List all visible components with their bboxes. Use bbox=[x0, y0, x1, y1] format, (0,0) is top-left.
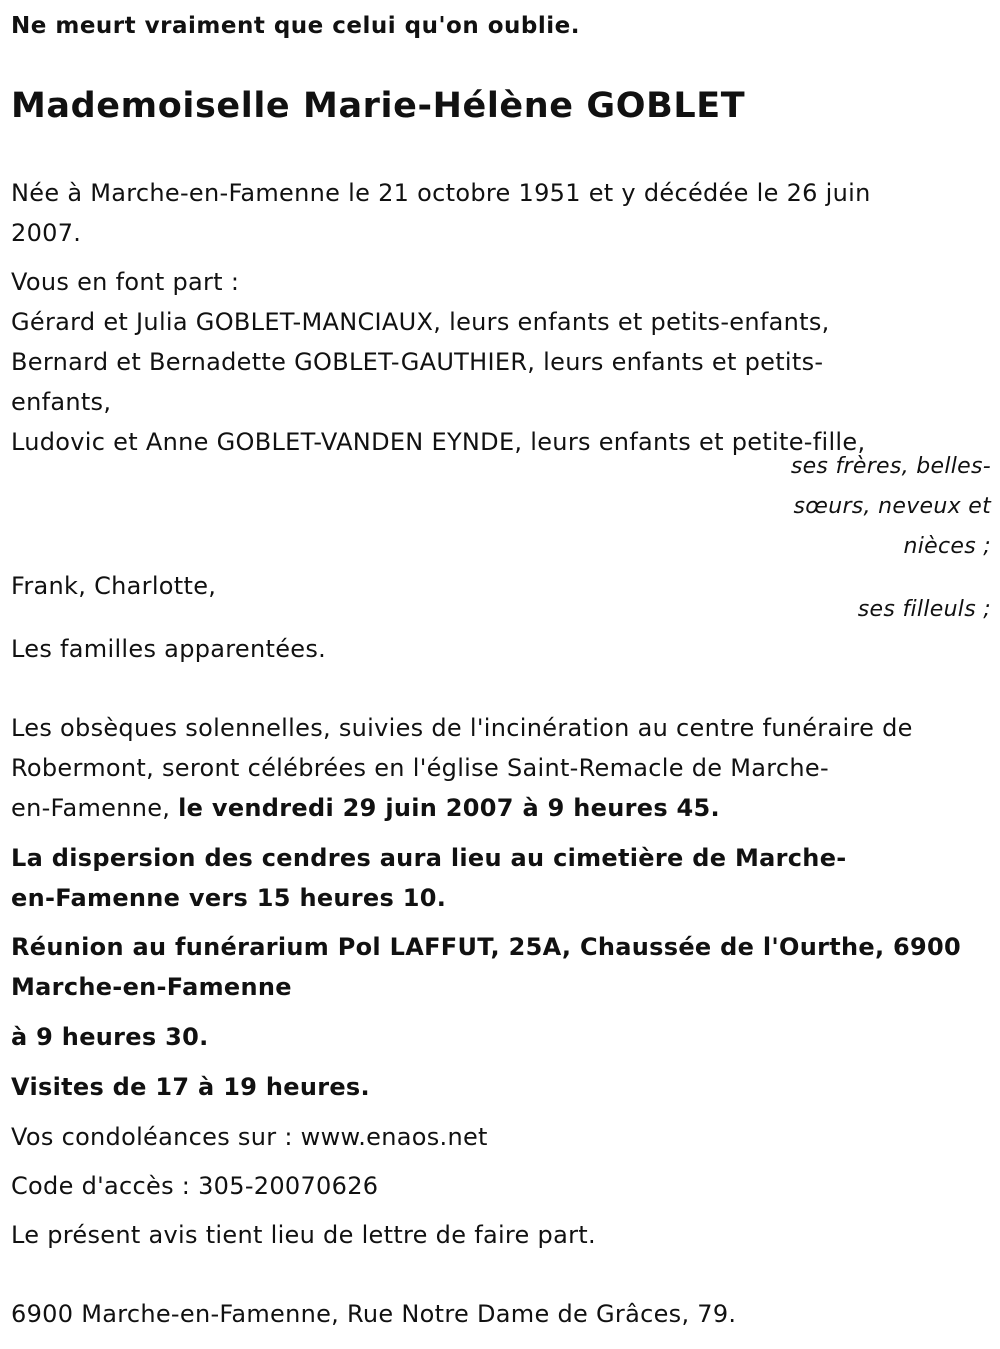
address: 6900 Marche-en-Famenne, Rue Notre Dame de Grâces, 79. bbox=[11, 1300, 737, 1328]
siblings-relation-1: ses frères, belles- bbox=[790, 454, 991, 479]
meeting-line-1: Réunion au funérarium Pol LAFFUT, 25A, Chaussée de l'Ourthe, 6900 bbox=[11, 933, 962, 961]
family-line-4: Ludovic et Anne GOBLET-VANDEN EYNDE, leurs enfants et petite-fille, bbox=[11, 428, 866, 456]
notice-statement: Le présent avis tient lieu de lettre de faire part. bbox=[11, 1221, 596, 1249]
funeral-line-2: Robermont, seront célébrées en l'église Saint-Remacle de Marche- bbox=[11, 754, 829, 782]
birth-death-line-2: 2007. bbox=[11, 219, 82, 247]
family-line-3: enfants, bbox=[11, 388, 112, 416]
family-line-1: Gérard et Julia GOBLET-MANCIAUX, leurs enfants et petits-enfants, bbox=[11, 308, 830, 336]
funeral-date-time: le vendredi 29 juin 2007 à 9 heures 45. bbox=[178, 794, 720, 822]
access-code: Code d'accès : 305-20070626 bbox=[11, 1172, 379, 1200]
siblings-relation-2: sœurs, neveux et bbox=[793, 494, 991, 519]
condolences: Vos condoléances sur : www.enaos.net bbox=[11, 1123, 488, 1151]
godchildren: Frank, Charlotte, bbox=[11, 572, 217, 600]
godchildren-relation: ses filleuls ; bbox=[857, 597, 991, 622]
funeral-line-3-prefix: en-Famenne, bbox=[11, 794, 179, 822]
funeral-line-1: Les obsèques solennelles, suivies de l'incinération au centre funéraire de bbox=[11, 714, 913, 742]
funeral-line-3 bbox=[11, 788, 720, 828]
dispersion-line-2: en-Famenne vers 15 heures 10. bbox=[11, 884, 447, 912]
siblings-relation-3: nièces ; bbox=[903, 534, 991, 559]
announcement-intro: Vous en font part : bbox=[11, 268, 240, 296]
family-line-2: Bernard et Bernadette GOBLET-GAUTHIER, leurs enfants et petits- bbox=[11, 348, 824, 376]
dispersion-line-1: La dispersion des cendres aura lieu au cimetière de Marche- bbox=[11, 844, 847, 872]
meeting-time: à 9 heures 30. bbox=[11, 1023, 209, 1051]
visits: Visites de 17 à 19 heures. bbox=[11, 1073, 370, 1101]
motto: Ne meurt vraiment que celui qu'on oublie. bbox=[11, 13, 580, 39]
meeting-line-2: Marche-en-Famenne bbox=[11, 973, 292, 1001]
relatives: Les familles apparentées. bbox=[11, 635, 327, 663]
death-notice bbox=[11, 0, 991, 1349]
deceased-name: Mademoiselle Marie-Hélène GOBLET bbox=[11, 86, 746, 126]
birth-death-line-1: Née à Marche-en-Famenne le 21 octobre 1951 et y décédée le 26 juin bbox=[11, 179, 871, 207]
